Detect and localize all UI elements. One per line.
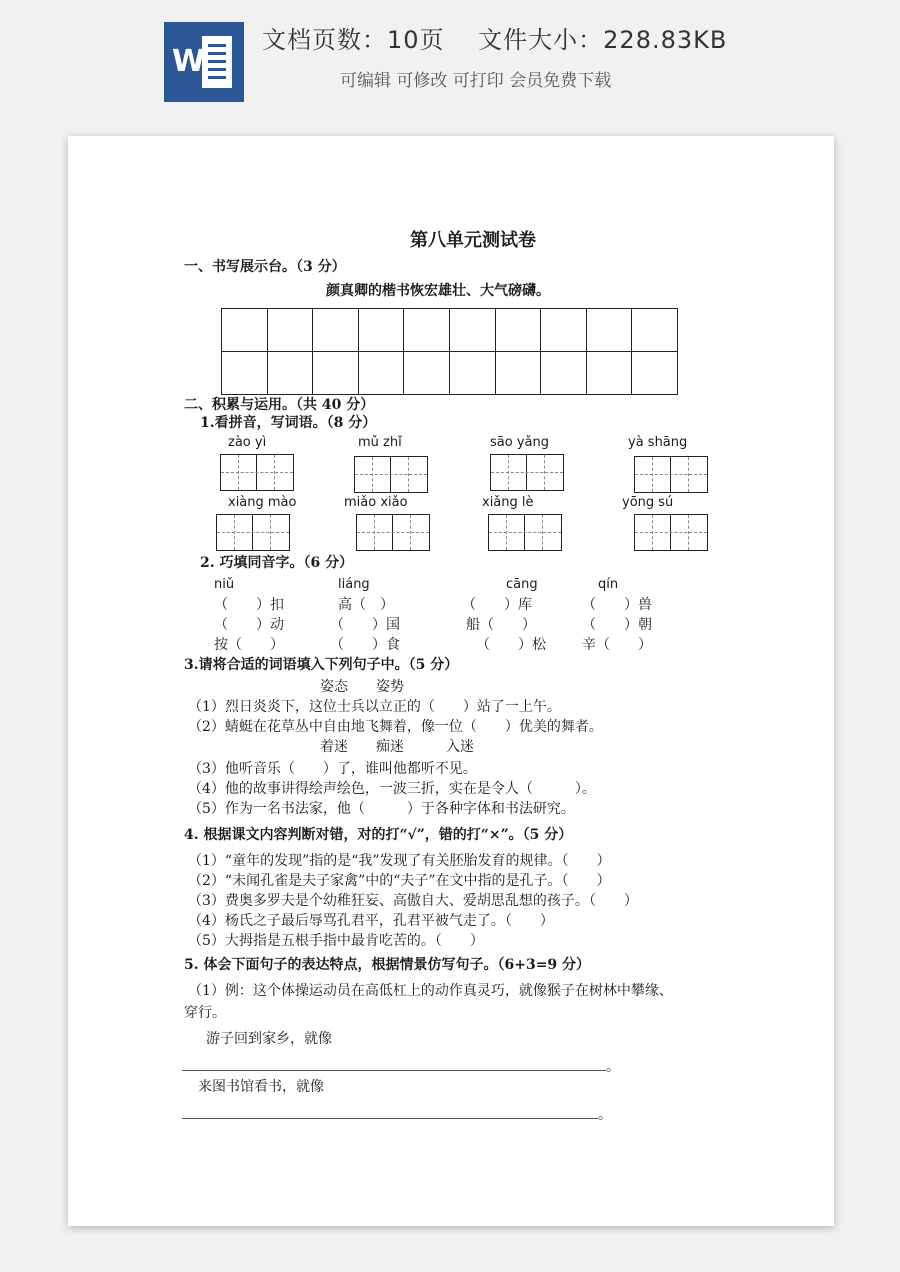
answer-box[interactable] <box>490 454 564 491</box>
judgement-item: （3）费奥多罗夫是个幼稚狂妄、高傲自大、爱胡思乱想的孩子。（ ） <box>188 893 638 909</box>
judgement-item: （1）“童年的发现”指的是“我”发现了有关胚胎发育的规律。（ ） <box>188 853 611 869</box>
word-choices: 姿态 姿势 <box>320 679 404 695</box>
pinyin-label: miǎo xiǎo <box>344 495 408 510</box>
prompt-sentence: 来图书馆看书，就像 <box>198 1079 324 1095</box>
example-sentence: （1）例：这个体操运动员在高低杠上的动作真灵巧，就像猴子在树林中攀缘、 <box>188 983 673 999</box>
judgement-item: （2）“未闻孔雀是夫子家禽”中的“夫子”在文中指的是孔子。（ ） <box>188 873 611 889</box>
sentence-item: （1）烈日炎炎下，这位士兵以立正的（ ）站了一上午。 <box>188 699 561 715</box>
q4-heading: 4. 根据课文内容判断对错，对的打“√”，错的打“×”。（5 分） <box>184 827 573 843</box>
fill-item: （ ）库 <box>462 597 532 613</box>
pinyin-label: liáng <box>338 577 370 592</box>
answer-box[interactable] <box>634 514 708 551</box>
writing-grid[interactable] <box>221 308 678 395</box>
period-mark: 。 <box>606 1059 620 1075</box>
answer-box[interactable] <box>354 456 428 493</box>
pinyin-label: xiàng mào <box>228 495 297 510</box>
pinyin-label: mǔ zhǐ <box>358 435 402 450</box>
word-choices: 着迷 痴迷 入迷 <box>320 739 474 755</box>
answer-box[interactable] <box>356 514 430 551</box>
fill-item: （ ）食 <box>330 637 400 653</box>
feature-tags: 可编辑 可修改 可打印 会员免费下载 <box>340 71 612 91</box>
fill-item: （ ）扣 <box>214 597 284 613</box>
fill-item: （ ）国 <box>330 617 400 633</box>
section-2-heading: 二、积累与运用。（共 40 分） <box>184 397 375 413</box>
q2-heading: 2. 巧填同音字。（6 分） <box>200 555 354 571</box>
judgement-item: （4）杨氏之子最后辱骂孔君平，孔君平被气走了。（ ） <box>188 913 554 929</box>
answer-box[interactable] <box>216 514 290 551</box>
document-page <box>68 136 834 1226</box>
fill-item: 高（ ） <box>338 597 394 613</box>
fill-item: 辛（ ） <box>582 637 652 653</box>
sentence-item: （2）蜻蜓在花草丛中自由地飞舞着，像一位（ ）优美的舞者。 <box>188 719 603 735</box>
file-info: 文档页数：10页 文件大小：228.83KB <box>262 26 728 54</box>
q3-heading: 3.请将合适的词语填入下列句子中。（5 分） <box>184 657 459 673</box>
answer-line[interactable] <box>182 1070 606 1071</box>
fill-item: 船（ ） <box>466 617 536 633</box>
word-icon <box>164 22 244 102</box>
pinyin-label: niǔ <box>214 577 235 592</box>
pinyin-label: qín <box>598 577 619 592</box>
pinyin-label: cāng <box>506 577 538 592</box>
answer-box[interactable] <box>634 456 708 493</box>
pinyin-label: sāo yǎng <box>490 435 549 450</box>
answer-box[interactable] <box>220 454 294 491</box>
word-letter: W <box>172 44 206 79</box>
pinyin-label: yà shāng <box>628 435 688 450</box>
calligraphy-sentence: 颜真卿的楷书恢宏雄壮、大气磅礴。 <box>326 283 550 299</box>
answer-box[interactable] <box>488 514 562 551</box>
fill-item: （ ）动 <box>214 617 284 633</box>
fill-item: 按（ ） <box>214 637 284 653</box>
period-mark: 。 <box>598 1107 612 1123</box>
fill-item: （ ）朝 <box>582 617 652 633</box>
sentence-item: （4）他的故事讲得绘声绘色，一波三折，实在是令人（ ）。 <box>188 781 596 797</box>
judgement-item: （5）大拇指是五根手指中最肯吃苦的。（ ） <box>188 933 484 949</box>
fill-item: （ ）松 <box>476 637 546 653</box>
doc-title: 第八单元测试卷 <box>410 230 536 251</box>
pinyin-label: xiǎng lè <box>482 495 534 510</box>
sentence-item: （3）他听音乐（ ）了，谁叫他都听不见。 <box>188 761 477 777</box>
q5-heading: 5. 体会下面句子的表达特点，根据情景仿写句子。（6+3=9 分） <box>184 957 591 973</box>
pinyin-label: yōng sú <box>622 495 674 510</box>
pinyin-label: zào yì <box>228 435 267 450</box>
header-banner <box>0 0 900 120</box>
fill-item: （ ）兽 <box>582 597 652 613</box>
q1-heading: 1.看拼音，写词语。（8 分） <box>200 415 377 431</box>
prompt-sentence: 游子回到家乡，就像 <box>206 1031 332 1047</box>
sentence-item: （5）作为一名书法家，他（ ）于各种字体和书法研究。 <box>188 801 575 817</box>
section-1-heading: 一、书写展示台。（3 分） <box>184 259 346 275</box>
answer-line[interactable] <box>182 1118 598 1119</box>
example-sentence-cont: 穿行。 <box>184 1005 226 1021</box>
